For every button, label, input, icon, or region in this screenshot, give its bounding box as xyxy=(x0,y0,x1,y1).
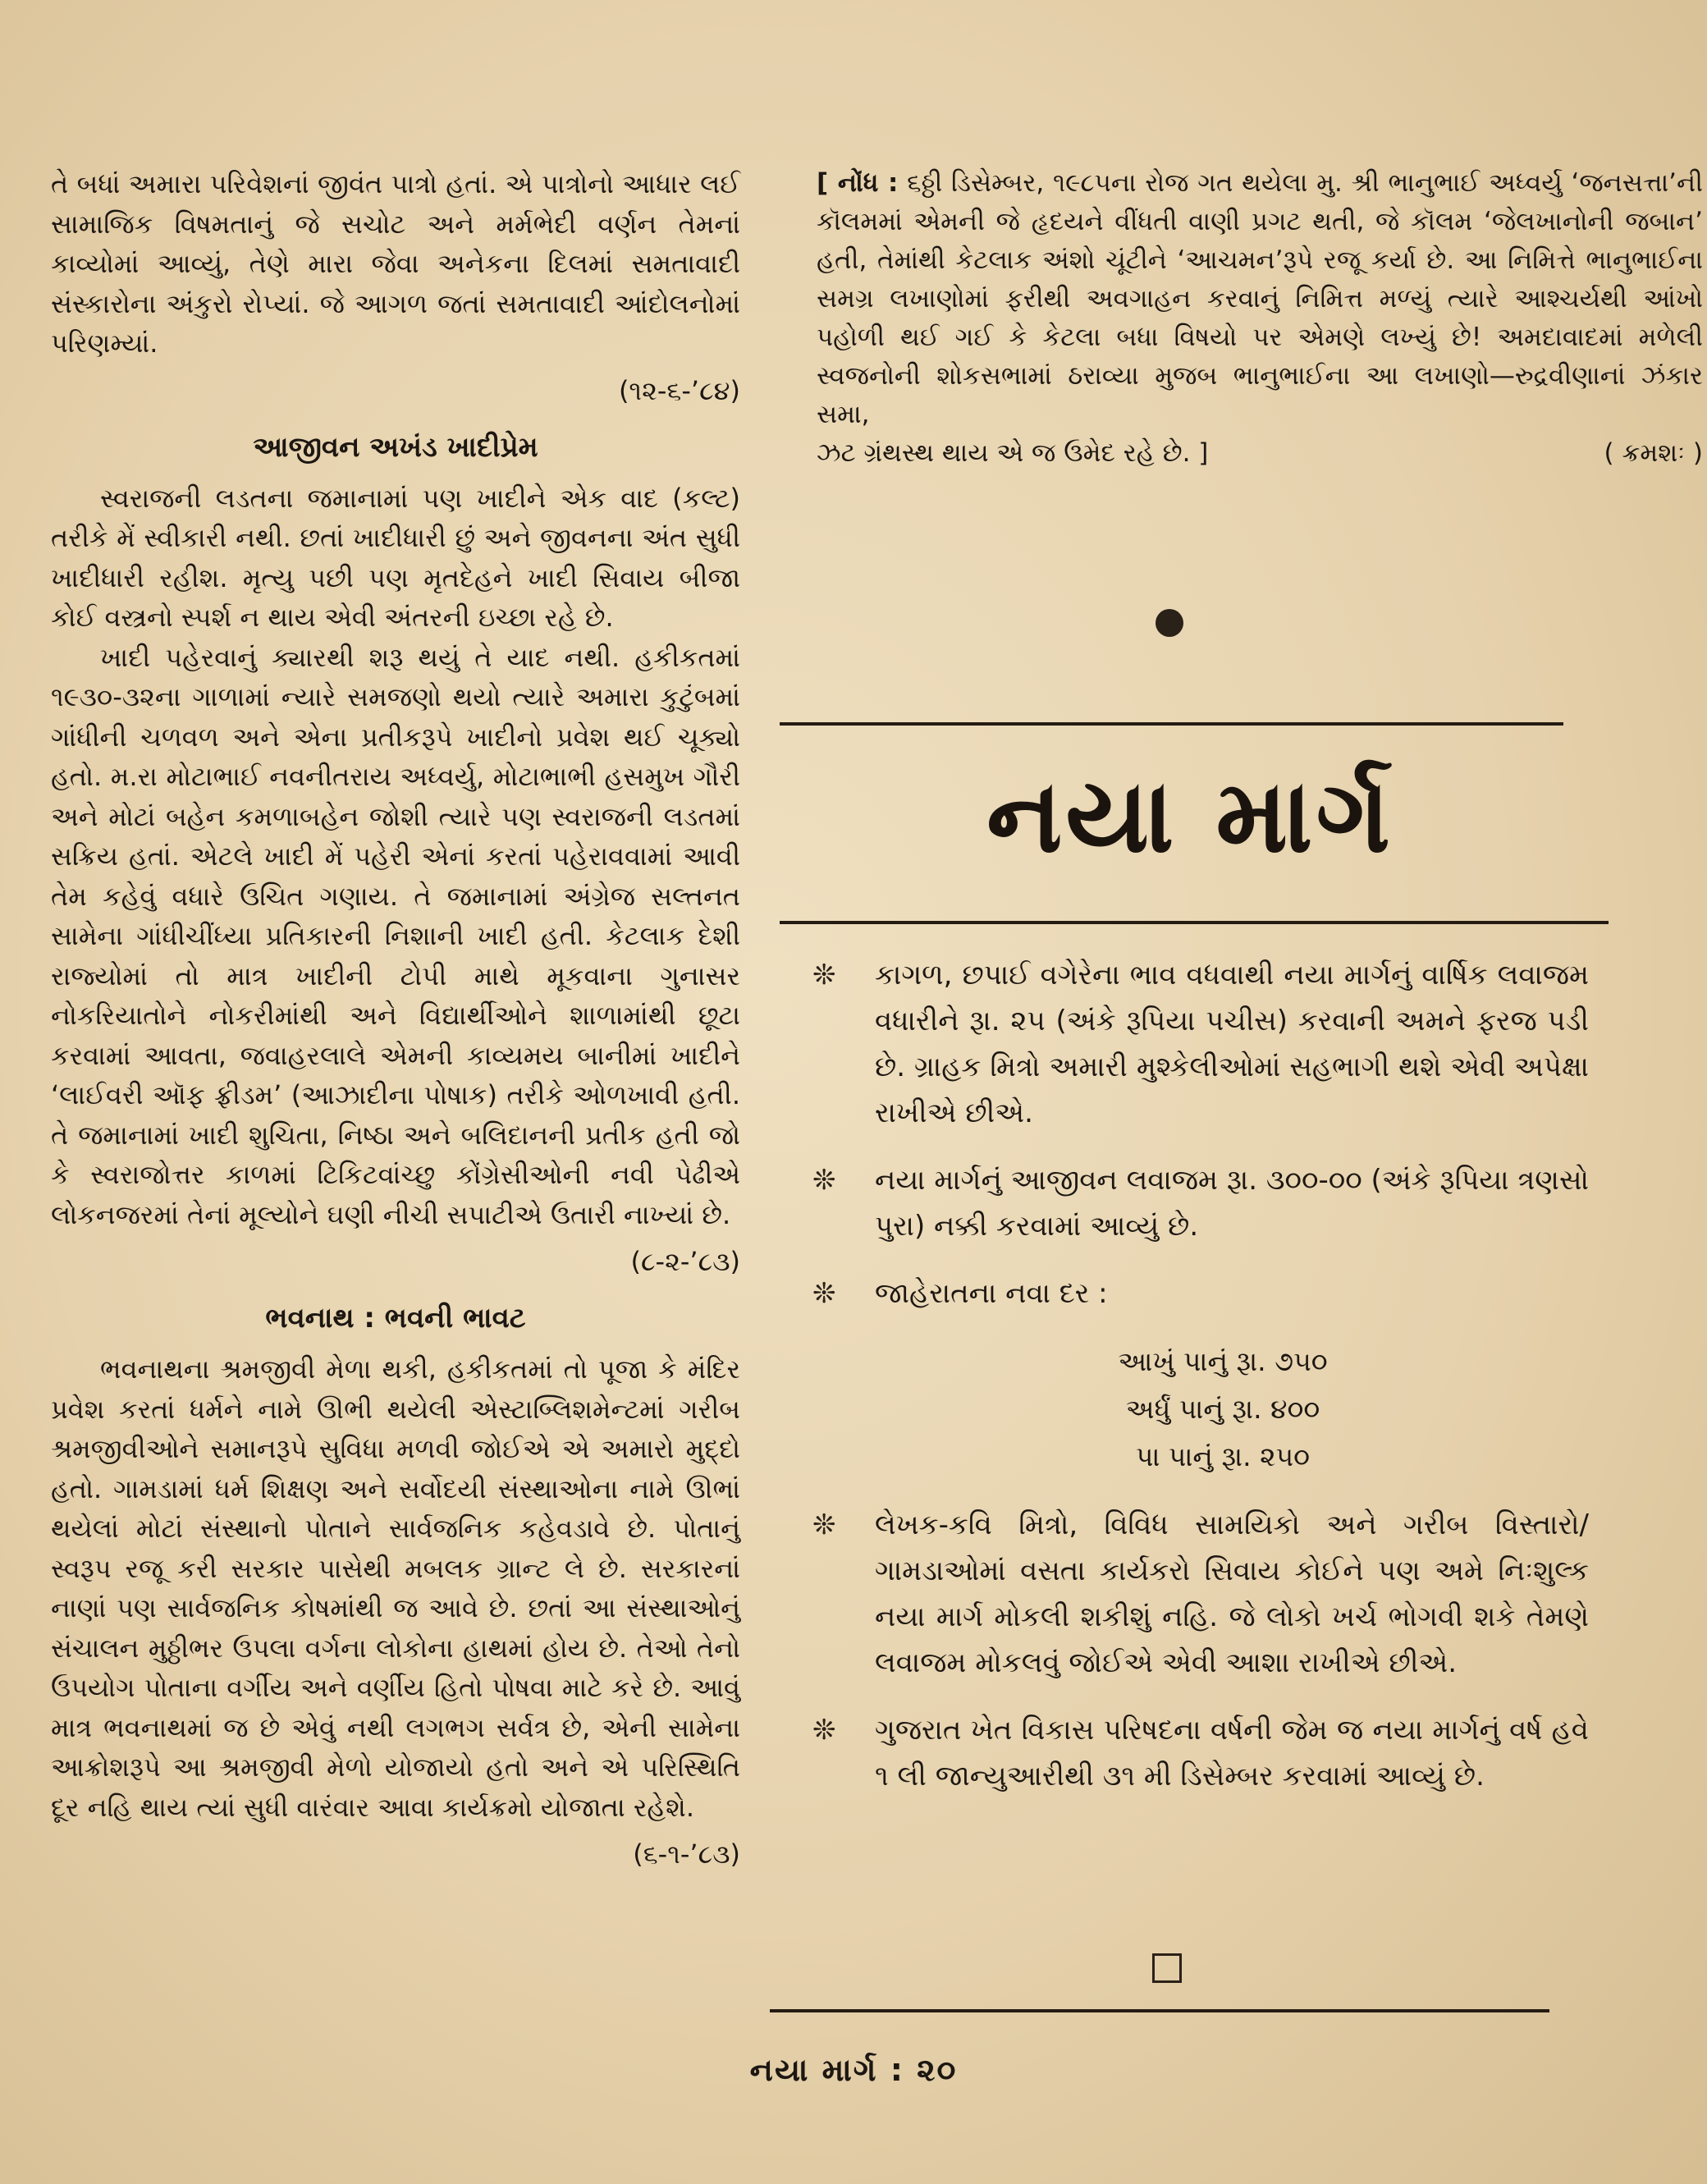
notice-item xyxy=(812,1157,1707,1249)
star-bullet-icon: ❊ xyxy=(812,1714,836,1747)
note-end xyxy=(817,434,1703,473)
star-bullet-icon: ❊ xyxy=(812,959,836,991)
separator-dot xyxy=(1156,609,1183,637)
rule-bottom xyxy=(770,2009,1549,2012)
note-body xyxy=(817,164,1703,434)
notice-subscription: કાગળ, છપાઈ વગેરેના ભાવ વધવાથી નયા માર્ગનું વાર્ષિક લવાજમ વધારીને રૂા. ૨૫ (અંકે રૂપિયા પચીસ) કરવાની અમને ફરજ પડી છે. ગ્રાહક મિત્રો અમારી મુશ્કેલીઓમાં સહભાગી થશે એવી અપેક્ષા રાખીએ છીએ. xyxy=(875,959,1589,1129)
notice-lifetime: નયા માર્ગનું આજીવન લવાજમ રૂા. ૩૦૦-૦૦ (અંકે રૂપિયા ત્રણસો પુરા) નક્કી કરવામાં આવ્યું છે. xyxy=(875,1164,1589,1243)
notice-year-change: ગુજરાત ખેત વિકાસ પરિષદના વર્ષની જેમ જ નયા માર્ગનું વર્ષ હવે ૧ લી જાન્યુઆરીથી ૩૧ મી ડિસેમ્બર કરવામાં આવ્યું છે. xyxy=(875,1714,1589,1793)
notice-item xyxy=(812,1707,1707,1799)
star-bullet-icon: ❊ xyxy=(812,1277,836,1310)
editor-note xyxy=(780,164,1703,473)
paragraph-khadi-1: સ્વરાજની લડતના જમાનામાં પણ ખાદીને એક વાદ (કલ્ટ) તરીકે મેં સ્વીકારી નથી. છતાં ખાદીધારી છું અને જીવનના અંત સુધી ખાદીધારી રહીશ. મૃત્યુ પછી પણ મૃતદેહને ખાદી સિવાય બીજા કોઈ વસ્ત્રનો સ્પર્શ ન થાય એવી અંતરની ઇચ્છા રહે છે. xyxy=(51,482,740,633)
note-text: ૬ઠ્ઠી ડિસેમ્બર, ૧૯૮૫ના રોજ ગત થયેલા મુ. શ્રી ભાનુભાઈ અધ્વર્યુ ‘જનસત્તા’ની કૉલમમાં એમની જે હૃદયને વીંધતી વાણી પ્રગટ થતી, જે કૉલમ ‘જેલખાનોની જબાન’ હતી, તેમાંથી કેટલાક અંશો ચૂંટીને ‘આચમન’રૂપે રજૂ કર્યા છે. આ નિમિત્તે ભાનુભાઈના સમગ્ર લખાણોમાં ફરીથી અવગાહન કરવાનું નિમિત્ત મળ્યું ત્યારે આશ્ચર્યથી આંખો પહોળી થઈ ગઈ કે કેટલા બધા વિષયો પર એમણે લખ્યું છે! અમદાવાદમાં મળેલી સ્વજનોની શોકસભામાં ઠરાવ્યા મુજબ ભાનુભાઈના આ લખાણો—રુદ્રવીણાનાં ઝંકાર સમા, xyxy=(817,168,1703,429)
notice-ad-rates: જાહેરાતના નવા દર : xyxy=(875,1277,1108,1310)
paragraph-bhavnath: ભવનાથના શ્રમજીવી મેળા થકી, હકીકતમાં તો પૂજા કે મંદિર પ્રવેશ કરતાં ધર્મને નામે ઊભી થયેલી એસ્ટાબ્લિશમેન્ટમાં ગરીબ શ્રમજીવીઓને સમાનરૂપે સુવિધા મળવી જોઈએ એ અમારો મુદ્દો હતો. ગામડામાં ધર્મ શિક્ષણ અને સર્વોદયી સંસ્થાઓના નામે ઊભાં થયેલાં મોટાં સંસ્થાનો પોતાને સાર્વજનિક કહેવડાવે છે. પોતાનું સ્વરૂપ રજૂ કરી સરકાર પાસેથી મબલક ગ્રાન્ટ લે છે. સરકારનાં નાણાં પણ સાર્વજનિક કોષમાંથી જ આવે છે. છતાં આ સંસ્થાઓનું સંચાલન મુઠ્ઠીભર ઉપલા વર્ગના લોકોના હાથમાં હોય છે. તેઓ તેનો ઉપયોગ પોતાના વર્ગીય અને વર્ણીય હિતો પોષવા માટે કરે છે. આવું માત્ર ભવનાથમાં જ છે એવું નથી લગભગ સર્વત્ર છે, એની સામેના આક્રોશરૂપે આ શ્રમજીવી મેળો યોજાયો હતો અને એ પરિસ્થિતિ દૂર નહિ થાય ત્યાં સુધી વારંવાર આવા કાર્યક્રમો યોજાતા રહેશે. xyxy=(51,1353,740,1823)
ad-rate-quarter: પા પાનું રૂા. ૨૫૦ xyxy=(1135,1440,1311,1472)
date-1: (૧૨-૬-’૮૪) xyxy=(618,374,740,406)
page-footer: નયા માર્ગ : ૨૦ xyxy=(749,2052,958,2088)
section-heading-khadi: આજીવન અખંડ ખાદીપ્રેમ xyxy=(253,430,538,464)
ad-rates-list xyxy=(812,1338,1707,1481)
star-bullet-icon: ❊ xyxy=(812,1164,836,1197)
note-label: [ નોંધ : xyxy=(817,168,899,198)
ad-rate-full: આખું પાનું રૂા. ૭૫૦ xyxy=(1118,1345,1328,1377)
masthead-title: નયા માર્ગ xyxy=(986,758,1394,876)
section-heading-bhavnath: ભવનાથ : ભવની ભાવટ xyxy=(265,1302,526,1335)
note-last-line: ઝટ ગ્રંથસ્થ થાય એ જ ઉમેદ રહે છે. ] xyxy=(817,438,1209,468)
left-column xyxy=(51,164,740,1894)
continued-marker: ( ક્રમશઃ ) xyxy=(1604,438,1703,468)
rule-bottom-masthead xyxy=(780,921,1609,924)
star-bullet-icon: ❊ xyxy=(812,1509,836,1541)
rule-top-masthead xyxy=(780,722,1563,726)
date-3: (૬-૧-’૮૩) xyxy=(633,1838,740,1870)
notice-item xyxy=(812,952,1707,1136)
notice-free-copies: લેખક-કવિ મિત્રો, વિવિધ સામયિકો અને ગરીબ વિસ્તારો/ગામડાઓમાં વસતા કાર્યકરો સિવાય કોઈને પણ અમે નિઃશુલ્ક નયા માર્ગ મોકલી શકીશું નહિ. જે લોકો ખર્ચ ભોગવી શકે તેમણે લવાજમ મોકલવું જોઈએ એવી આશા રાખીએ છીએ. xyxy=(875,1509,1589,1679)
ad-rate-half: અર્ધું પાનું રૂા. ૪૦૦ xyxy=(1125,1393,1320,1425)
paragraph-khadi-2: ખાદી પહેરવાનું ક્યારથી શરૂ થયું તે યાદ નથી. હકીકતમાં ૧૯૩૦-૩૨ના ગાળામાં ન્યારે સમજણો થયો ત્યારે અમારા કુટુંબમાં ગાંધીની ચળવળ અને એના પ્રતીકરૂપે ખાદીનો પ્રવેશ થઈ ચૂક્યો હતો. મ.રા મોટાભાઈ નવનીતરાય અધ્વર્યુ, મોટાભાભી હસમુખ ગૌરી અને મોટાં બહેન કમળાબહેન જોશી ત્યારે પણ સ્વરાજની લડતમાં સક્રિય હતાં. એટલે ખાદી મેં પહેરી એનાં કરતાં પહેરાવવામાં આવી તેમ કહેવું વધારે ઉચિત ગણાય. તે જમાનામાં અંગ્રેજ સલ્તનત સામેના ગાંધીચીંધ્યા પ્રતિકારની નિશાની ખાદી હતી. કેટલાક દેશી રાજ્યોમાં તો માત્ર ખાદીની ટોપી માથે મૂકવાના ગુનાસર નોકરિયાતોને નોકરીમાંથી અને વિદ્યાર્થીઓને શાળામાંથી છૂટા કરવામાં આવતા, જવાહરલાલે એમની કાવ્યમય બાનીમાં ખાદીને ‘લાઈવરી ઑફ ફ્રીડમ’ (આઝાદીના પોષાક) તરીકે ઓળખાવી હતી. તે જમાનામાં ખાદી શુચિતા, નિષ્ઠા અને બલિદાનની પ્રતીક હતી જો કે સ્વરાજોત્તર કાળમાં ટિકિટવાંચ્છુ કોંગ્રેસીઓની નવી પેઢીએ લોકનજરમાં તેનાં મૂલ્યોને ઘણી નીચી સપાટીએ ઉતારી નાખ્યાં છે. xyxy=(51,641,740,1230)
date-2: (૮-૨-’૮૩) xyxy=(630,1246,740,1277)
notice-item xyxy=(812,1271,1707,1316)
notice-item xyxy=(812,1502,1707,1686)
notice-list xyxy=(812,952,1707,1820)
end-square-icon xyxy=(1152,1953,1182,1983)
paragraph-intro: તે બધાં અમારા પરિવેશનાં જીવંત પાત્રો હતાં. એ પાત્રોનો આધાર લઈ સામાજિક વિષમતાનું જે સચોટ અને મર્મભેદી વર્ણન તેમનાં કાવ્યોમાં આવ્યું, તેણે મારા જેવા અનેકના દિલમાં સમતાવાદી સંસ્કારોના અંકુરો રોપ્યાં. જે આગળ જતાં સમતાવાદી આંદોલનોમાં પરિણમ્યાં. xyxy=(51,168,740,359)
